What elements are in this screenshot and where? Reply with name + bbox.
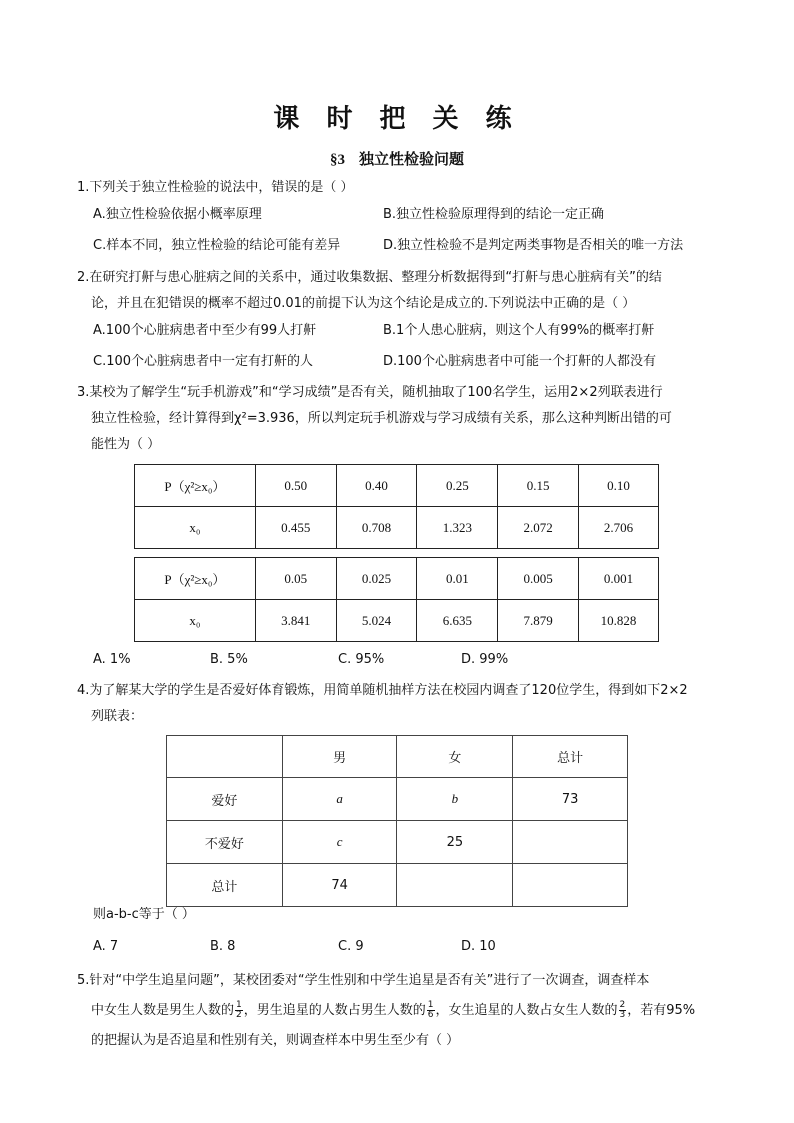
table-row <box>135 465 659 507</box>
q5-line-2 <box>77 996 727 1026</box>
chi-square-critical-table <box>134 464 659 642</box>
section-name: 独立性检验问题 <box>358 150 464 168</box>
table-cell: 74 <box>282 864 397 907</box>
fraction-numerator: 1 <box>236 1000 242 1010</box>
header-cell: 总计 <box>513 736 628 778</box>
fraction-one-sixth <box>427 1001 435 1020</box>
q4-option-c: C. 9 <box>338 939 364 954</box>
question-2-stem <box>77 265 727 317</box>
table-cell: 0.001 <box>579 558 659 600</box>
table-cell: 总计 <box>167 864 283 907</box>
table-cell: 0.708 <box>336 507 417 549</box>
table-cell: c <box>282 821 397 864</box>
fraction-one-half <box>235 1001 243 1020</box>
q3-line-1: 3.某校为了解学生“玩手机游戏”和“学习成绩”是否有关，随机抽取了100名学生，运用2×2列联表进行 <box>77 385 663 400</box>
table-cell: 2.706 <box>579 507 659 549</box>
question-3-stem <box>77 380 727 458</box>
page-title: 课 时 把 关 练 <box>273 104 521 134</box>
q3-option-b: B. 5% <box>210 652 248 667</box>
x-label-cell: x₀ <box>135 600 256 642</box>
table-cell: 2.072 <box>498 507 579 549</box>
q3-line-2: 独立性检验，经计算得到χ²=3.936，所以判定玩手机游戏与学习成绩有关系，那么这种判断出错的可 <box>91 411 672 426</box>
section-number: §3 <box>329 152 345 168</box>
table-cell: 爱好 <box>167 778 283 821</box>
q1-option-b: B.独立性检验原理得到的结论一定正确 <box>383 207 605 222</box>
q5-text: 中女生人数是男生人数的 <box>91 1003 235 1018</box>
q2-line-2: 论，并且在犯错误的概率不超过0.01的前提下认为这个结论是成立的.下列说法中正确的是（ ） <box>91 296 636 311</box>
table-cell: 0.025 <box>336 558 417 600</box>
x-label-cell: x₀ <box>135 507 256 549</box>
table-row <box>167 864 628 907</box>
table-cell <box>513 821 628 864</box>
question-4-stem <box>77 678 727 730</box>
table-cell: 0.15 <box>498 465 579 507</box>
q4-after-text: 则a-b-c等于（ ） <box>93 907 195 922</box>
table-cell: 0.40 <box>336 465 417 507</box>
contingency-table <box>166 735 628 907</box>
q4-line-1: 4.为了解某大学的学生是否爱好体育锻炼，用简单随机抽样方法在校园内调查了120位学生，得到如下2×2 <box>77 683 688 698</box>
table-cell: 1.323 <box>417 507 498 549</box>
q5-text: ，若有95% <box>627 1003 696 1018</box>
table-row <box>167 778 628 821</box>
header-cell: 男 <box>282 736 397 778</box>
table-cell: 5.024 <box>336 600 417 642</box>
q5-text: ，男生追星的人数占男生人数的 <box>243 1003 426 1018</box>
fraction-denominator: 3 <box>619 1010 626 1020</box>
p-label-cell: P（χ²≥x₀） <box>135 558 256 600</box>
table-cell: 6.635 <box>417 600 498 642</box>
table-cell: 25 <box>397 821 513 864</box>
table-cell: 0.455 <box>255 507 336 549</box>
q2-line-1: 2.在研究打鼾与患心脏病之间的关系中，通过收集数据、整理分析数据得到“打鼾与患心脏病有关”的结 <box>77 270 662 285</box>
q2-option-c: C.100个心脏病患者中一定有打鼾的人 <box>93 354 314 369</box>
q1-option-d: D.独立性检验不是判定两类事物是否相关的唯一方法 <box>383 238 684 253</box>
table-cell: 10.828 <box>579 600 659 642</box>
table-cell: 0.50 <box>255 465 336 507</box>
table-cell: 7.879 <box>498 600 579 642</box>
table-cell <box>513 864 628 907</box>
table-row <box>135 507 659 549</box>
table-header-row <box>167 736 628 778</box>
table-cell: 不爱好 <box>167 821 283 864</box>
table-cell: 3.841 <box>255 600 336 642</box>
separator-cell <box>135 549 659 558</box>
table-cell: 0.01 <box>417 558 498 600</box>
q4-option-b: B. 8 <box>210 939 236 954</box>
q4-option-a: A. 7 <box>93 939 119 954</box>
q2-option-d: D.100个心脏病患者中可能一个打鼾的人都没有 <box>383 354 656 369</box>
q2-option-a: A.100个心脏病患者中至少有99人打鼾 <box>93 323 317 338</box>
table-cell: 0.005 <box>498 558 579 600</box>
q5-line-3: 的把握认为是否追星和性别有关，则调查样本中男生至少有（ ） <box>91 1033 460 1048</box>
table-cell: 0.25 <box>417 465 498 507</box>
table-cell: 0.10 <box>579 465 659 507</box>
table-row <box>167 821 628 864</box>
fraction-two-thirds <box>619 1001 627 1020</box>
fraction-numerator: 2 <box>619 1000 626 1010</box>
q4-line-2: 列联表： <box>91 709 144 724</box>
section-title <box>0 148 794 169</box>
header-cell: 女 <box>397 736 513 778</box>
table-separator-row <box>135 549 659 558</box>
table-cell: a <box>282 778 397 821</box>
fraction-denominator: 6 <box>427 1010 434 1020</box>
question-1-stem: 1.下列关于独立性检验的说法中，错误的是（ ） <box>77 180 354 195</box>
q2-option-b: B.1个人患心脏病，则这个人有99%的概率打鼾 <box>383 323 655 338</box>
table-cell: 0.05 <box>255 558 336 600</box>
table-cell: 73 <box>513 778 628 821</box>
question-5-stem <box>77 966 727 1056</box>
q3-option-d: D. 99% <box>461 652 509 667</box>
q1-option-c: C.样本不同，独立性检验的结论可能有差异 <box>93 238 341 253</box>
q4-option-d: D. 10 <box>461 939 496 954</box>
header-cell <box>167 736 283 778</box>
q3-line-3: 能性为（ ） <box>91 437 161 452</box>
fraction-numerator: 1 <box>427 1000 434 1010</box>
table-row <box>135 600 659 642</box>
fraction-denominator: 2 <box>236 1010 242 1020</box>
q5-text: ，女生追星的人数占女生人数的 <box>435 1003 618 1018</box>
q3-option-a: A. 1% <box>93 652 131 667</box>
table-cell: b <box>397 778 513 821</box>
q5-line-1: 5.针对“中学生追星问题”，某校团委对“学生性别和中学生追星是否有关”进行了一次调查，调查样本 <box>77 973 650 988</box>
p-label-cell: P（χ²≥x₀） <box>135 465 256 507</box>
table-row <box>135 558 659 600</box>
q3-option-c: C. 95% <box>338 652 385 667</box>
table-cell <box>397 864 513 907</box>
q1-option-a: A.独立性检验依据小概率原理 <box>93 207 262 222</box>
